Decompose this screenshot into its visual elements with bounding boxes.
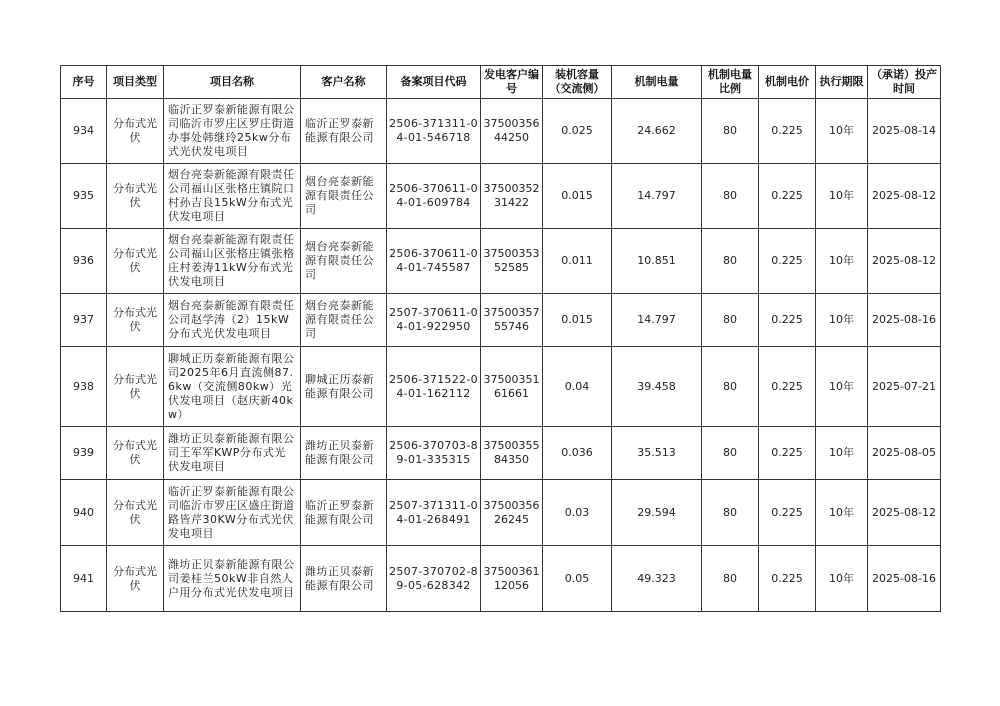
ratio-cell: 80 bbox=[702, 480, 759, 546]
energy-cell: 49.323 bbox=[612, 546, 702, 612]
energy-cell: 10.851 bbox=[612, 229, 702, 294]
col-ratio-header: 机制电量比例 bbox=[702, 66, 759, 99]
customer-number-cell: 3750035626245 bbox=[481, 480, 543, 546]
capacity-cell: 0.03 bbox=[543, 480, 612, 546]
col-price-header: 机制电价 bbox=[759, 66, 816, 99]
commission-date-cell: 2025-07-21 bbox=[868, 347, 941, 427]
commission-date-cell: 2025-08-12 bbox=[868, 229, 941, 294]
term-cell: 10年 bbox=[816, 164, 868, 229]
filing-code-cell: 2507-370702-89-05-628342 bbox=[387, 546, 481, 612]
row-index-cell: 936 bbox=[61, 229, 107, 294]
col-name-header: 项目名称 bbox=[164, 66, 301, 99]
customer-name-cell: 临沂正罗泰新能源有限公司 bbox=[301, 480, 387, 546]
commission-date-cell: 2025-08-12 bbox=[868, 480, 941, 546]
table-row bbox=[61, 99, 941, 164]
ratio-cell: 80 bbox=[702, 294, 759, 347]
customer-name-cell: 烟台亮泰新能源有限责任公司 bbox=[301, 229, 387, 294]
filing-code-cell: 2506-370611-04-01-745587 bbox=[387, 229, 481, 294]
commission-date-cell: 2025-08-14 bbox=[868, 99, 941, 164]
project-type-cell: 分布式光伏 bbox=[107, 294, 164, 347]
price-cell: 0.225 bbox=[759, 164, 816, 229]
term-cell: 10年 bbox=[816, 229, 868, 294]
customer-number-cell: 3750035352585 bbox=[481, 229, 543, 294]
project-type-cell: 分布式光伏 bbox=[107, 99, 164, 164]
ratio-cell: 80 bbox=[702, 229, 759, 294]
col-index-header: 序号 bbox=[61, 66, 107, 99]
row-index-cell: 940 bbox=[61, 480, 107, 546]
table-row bbox=[61, 546, 941, 612]
term-cell: 10年 bbox=[816, 99, 868, 164]
energy-cell: 35.513 bbox=[612, 427, 702, 480]
capacity-cell: 0.04 bbox=[543, 347, 612, 427]
customer-name-cell: 聊城正历泰新能源有限公司 bbox=[301, 347, 387, 427]
project-name-cell: 潍坊正贝泰新能源有限公司王军军KWP分布式光伏发电项目 bbox=[164, 427, 301, 480]
customer-name-cell: 潍坊正贝泰新能源有限公司 bbox=[301, 546, 387, 612]
capacity-cell: 0.015 bbox=[543, 294, 612, 347]
price-cell: 0.225 bbox=[759, 546, 816, 612]
term-cell: 10年 bbox=[816, 427, 868, 480]
table-row bbox=[61, 347, 941, 427]
project-name-cell: 潍坊正贝泰新能源有限公司姜桂兰50kW非自然人户用分布式光伏发电项目 bbox=[164, 546, 301, 612]
row-index-cell: 937 bbox=[61, 294, 107, 347]
term-cell: 10年 bbox=[816, 480, 868, 546]
customer-number-cell: 3750036112056 bbox=[481, 546, 543, 612]
project-name-cell: 烟台亮泰新能源有限责任公司福山区张格庄镇院口村孙吉良15kW分布式光伏发电项目 bbox=[164, 164, 301, 229]
customer-number-cell: 3750035644250 bbox=[481, 99, 543, 164]
filing-code-cell: 2506-371522-04-01-162112 bbox=[387, 347, 481, 427]
ratio-cell: 80 bbox=[702, 347, 759, 427]
row-index-cell: 939 bbox=[61, 427, 107, 480]
customer-number-cell: 3750035161661 bbox=[481, 347, 543, 427]
capacity-cell: 0.011 bbox=[543, 229, 612, 294]
col-type-header: 项目类型 bbox=[107, 66, 164, 99]
col-capacity-header: 装机容量（交流侧） bbox=[543, 66, 612, 99]
table-body bbox=[61, 99, 941, 612]
capacity-cell: 0.015 bbox=[543, 164, 612, 229]
ratio-cell: 80 bbox=[702, 546, 759, 612]
customer-number-cell: 3750035231422 bbox=[481, 164, 543, 229]
customer-name-cell: 烟台亮泰新能源有限责任公司 bbox=[301, 164, 387, 229]
price-cell: 0.225 bbox=[759, 229, 816, 294]
capacity-cell: 0.036 bbox=[543, 427, 612, 480]
table-row bbox=[61, 427, 941, 480]
term-cell: 10年 bbox=[816, 546, 868, 612]
row-index-cell: 941 bbox=[61, 546, 107, 612]
col-energy-header: 机制电量 bbox=[612, 66, 702, 99]
table-row bbox=[61, 164, 941, 229]
filing-code-cell: 2507-370611-04-01-922950 bbox=[387, 294, 481, 347]
project-table bbox=[60, 65, 941, 612]
project-type-cell: 分布式光伏 bbox=[107, 427, 164, 480]
price-cell: 0.225 bbox=[759, 99, 816, 164]
ratio-cell: 80 bbox=[702, 99, 759, 164]
table-row bbox=[61, 294, 941, 347]
project-name-cell: 临沂正罗泰新能源有限公司临沂市罗庄区罗庄街道办事处韩继玲25kw分布式光伏发电项目 bbox=[164, 99, 301, 164]
commission-date-cell: 2025-08-16 bbox=[868, 546, 941, 612]
term-cell: 10年 bbox=[816, 347, 868, 427]
col-customer-header: 客户名称 bbox=[301, 66, 387, 99]
project-type-cell: 分布式光伏 bbox=[107, 229, 164, 294]
commission-date-cell: 2025-08-12 bbox=[868, 164, 941, 229]
project-name-cell: 烟台亮泰新能源有限责任公司福山区张格庄镇张格庄村姜涛11kW分布式光伏发电项目 bbox=[164, 229, 301, 294]
project-name-cell: 烟台亮泰新能源有限责任公司赵学涛（2）15kW分布式光伏发电项目 bbox=[164, 294, 301, 347]
term-cell: 10年 bbox=[816, 294, 868, 347]
header-row bbox=[61, 66, 941, 99]
price-cell: 0.225 bbox=[759, 347, 816, 427]
customer-number-cell: 3750035584350 bbox=[481, 427, 543, 480]
project-type-cell: 分布式光伏 bbox=[107, 164, 164, 229]
capacity-cell: 0.05 bbox=[543, 546, 612, 612]
filing-code-cell: 2506-370611-04-01-609784 bbox=[387, 164, 481, 229]
col-date-header: （承诺）投产时间 bbox=[868, 66, 941, 99]
filing-code-cell: 2506-370703-89-01-335315 bbox=[387, 427, 481, 480]
energy-cell: 39.458 bbox=[612, 347, 702, 427]
col-term-header: 执行期限 bbox=[816, 66, 868, 99]
col-customer-no-header: 发电客户编号 bbox=[481, 66, 543, 99]
energy-cell: 29.594 bbox=[612, 480, 702, 546]
customer-name-cell: 潍坊正贝泰新能源有限公司 bbox=[301, 427, 387, 480]
commission-date-cell: 2025-08-05 bbox=[868, 427, 941, 480]
table-row bbox=[61, 480, 941, 546]
row-index-cell: 935 bbox=[61, 164, 107, 229]
row-index-cell: 934 bbox=[61, 99, 107, 164]
price-cell: 0.225 bbox=[759, 480, 816, 546]
customer-name-cell: 烟台亮泰新能源有限责任公司 bbox=[301, 294, 387, 347]
project-type-cell: 分布式光伏 bbox=[107, 480, 164, 546]
customer-name-cell: 临沂正罗泰新能源有限公司 bbox=[301, 99, 387, 164]
project-name-cell: 聊城正历泰新能源有限公司2025年6月直流侧87.6kw（交流侧80kw）光伏发电项目（赵庆新40kw） bbox=[164, 347, 301, 427]
price-cell: 0.225 bbox=[759, 294, 816, 347]
energy-cell: 24.662 bbox=[612, 99, 702, 164]
price-cell: 0.225 bbox=[759, 427, 816, 480]
project-name-cell: 临沂正罗泰新能源有限公司临沂市罗庄区盛庄街道路皆芹30KW分布式光伏发电项目 bbox=[164, 480, 301, 546]
row-index-cell: 938 bbox=[61, 347, 107, 427]
filing-code-cell: 2506-371311-04-01-546718 bbox=[387, 99, 481, 164]
capacity-cell: 0.025 bbox=[543, 99, 612, 164]
filing-code-cell: 2507-371311-04-01-268491 bbox=[387, 480, 481, 546]
energy-cell: 14.797 bbox=[612, 164, 702, 229]
customer-number-cell: 3750035755746 bbox=[481, 294, 543, 347]
col-code-header: 备案项目代码 bbox=[387, 66, 481, 99]
ratio-cell: 80 bbox=[702, 164, 759, 229]
ratio-cell: 80 bbox=[702, 427, 759, 480]
project-type-cell: 分布式光伏 bbox=[107, 546, 164, 612]
commission-date-cell: 2025-08-16 bbox=[868, 294, 941, 347]
energy-cell: 14.797 bbox=[612, 294, 702, 347]
project-type-cell: 分布式光伏 bbox=[107, 347, 164, 427]
table-row bbox=[61, 229, 941, 294]
